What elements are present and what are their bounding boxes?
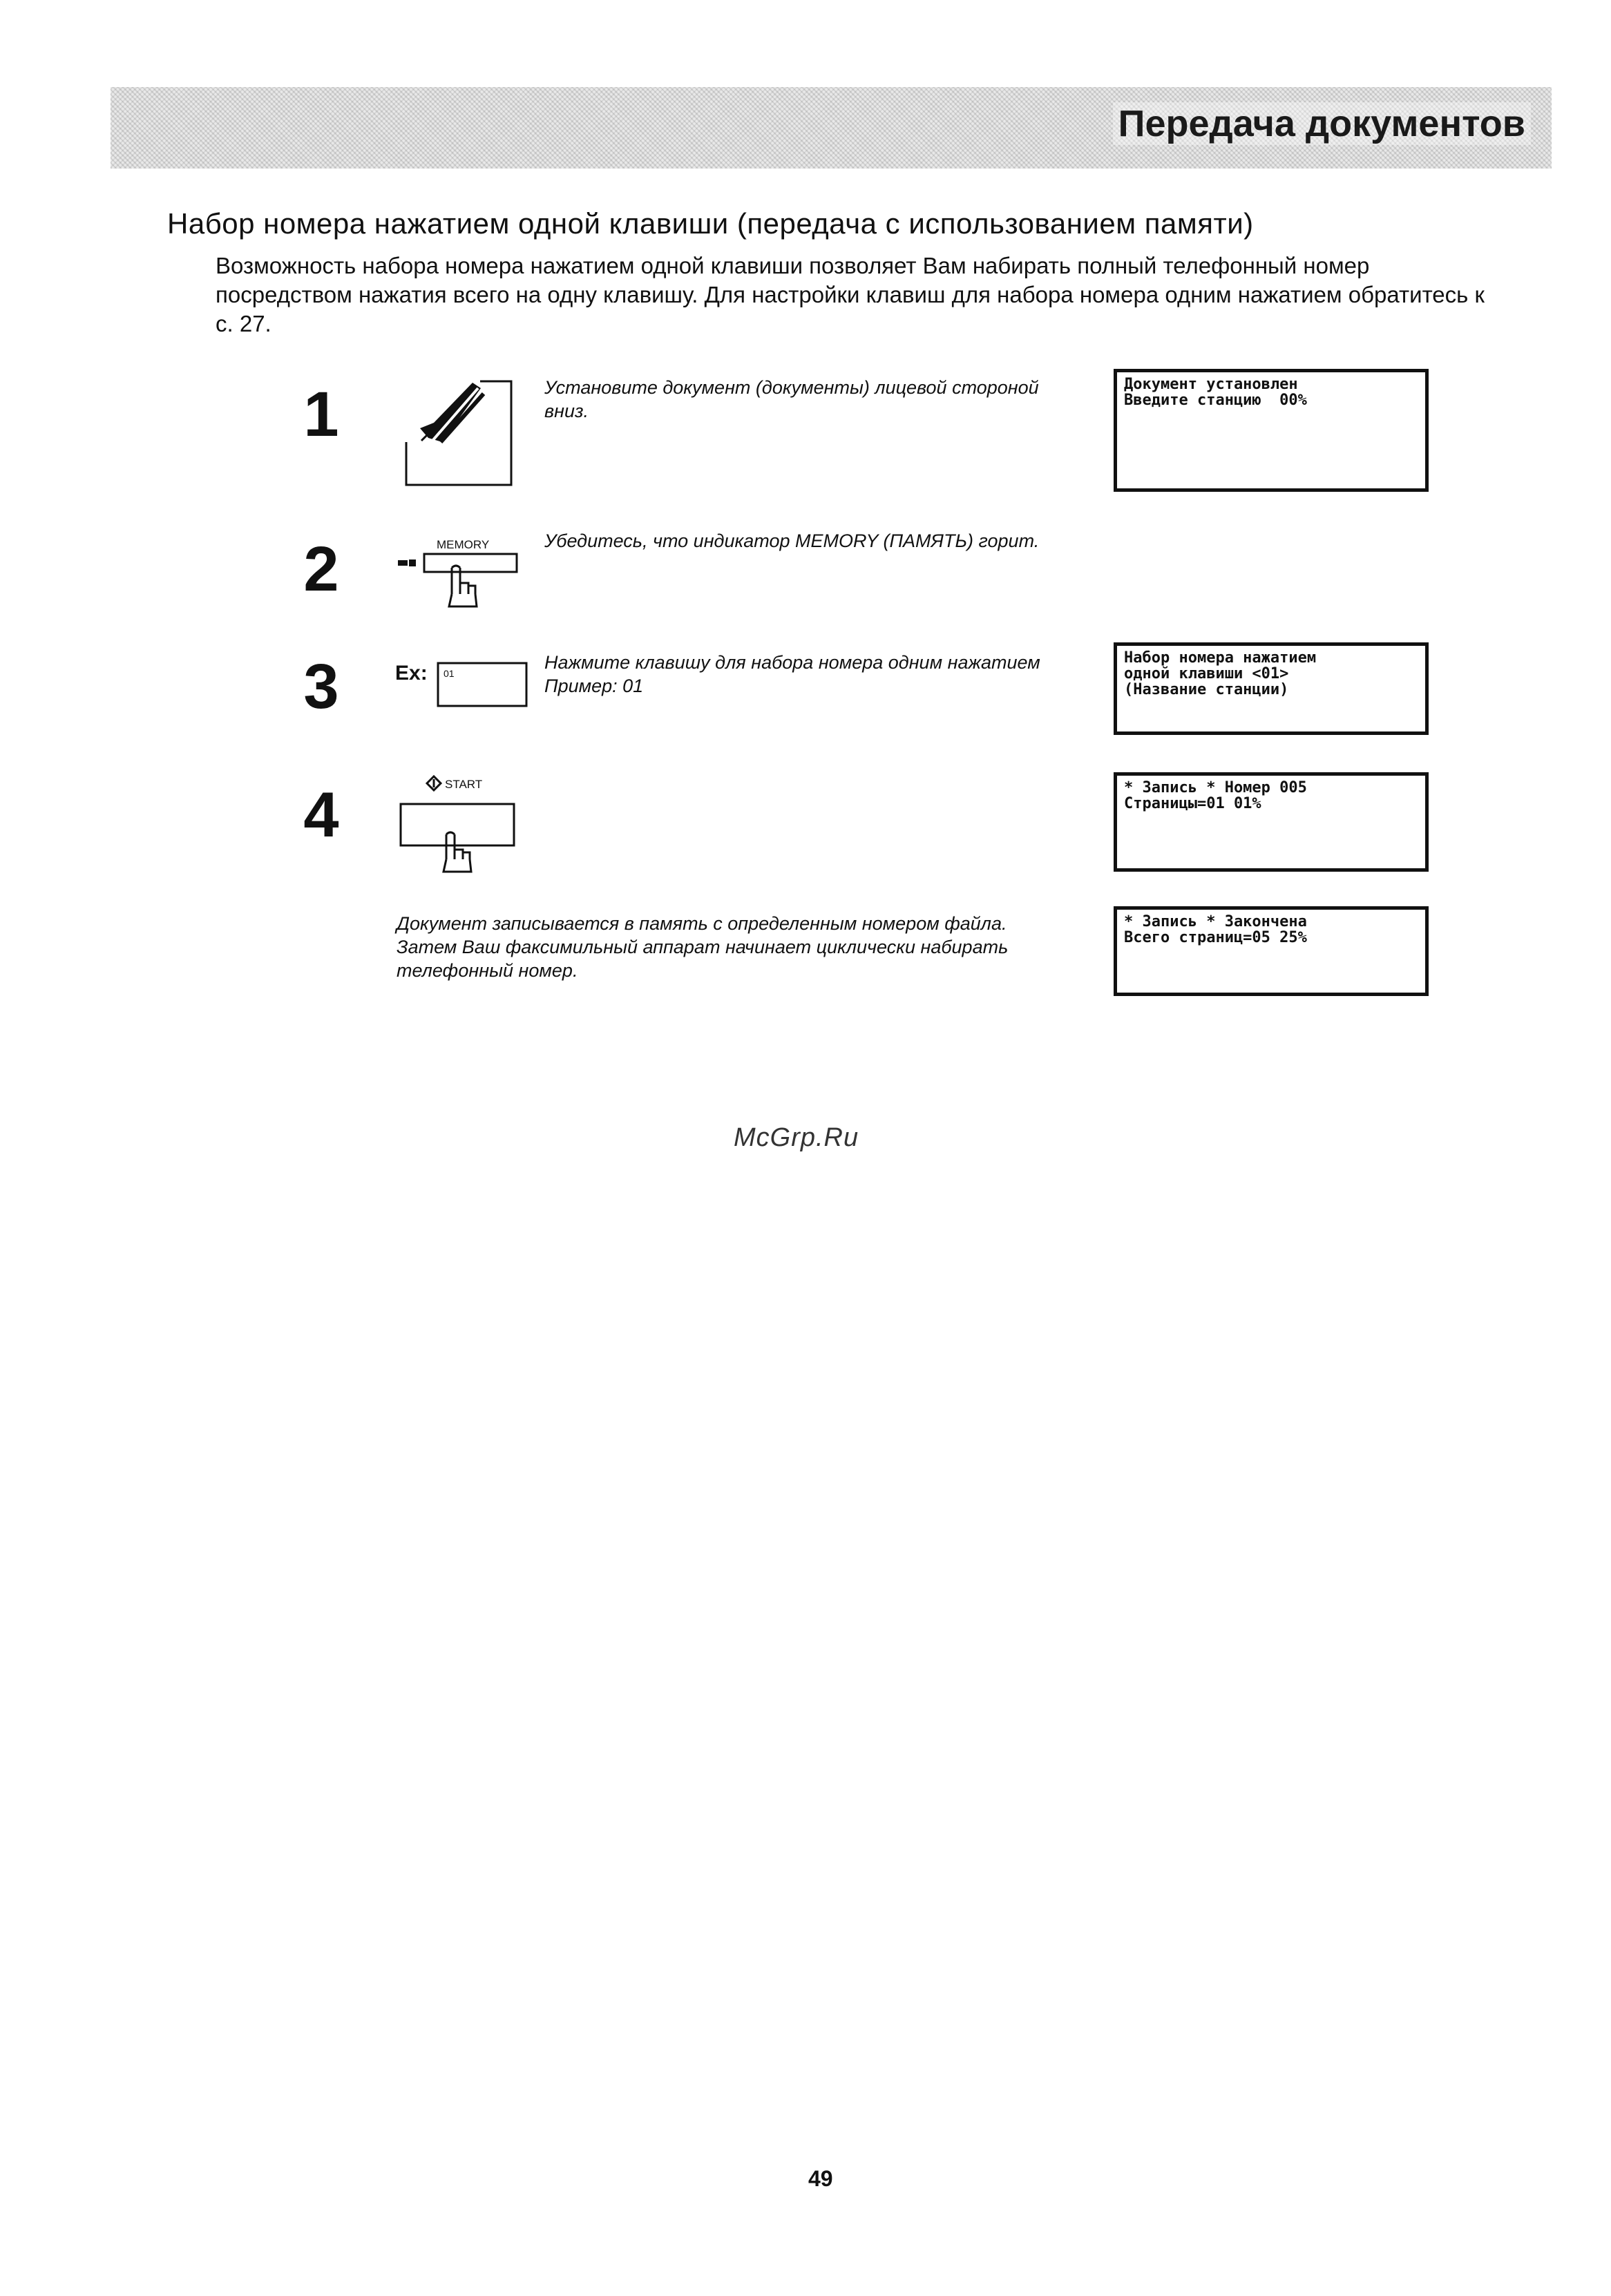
step-2-text-line: Убедитесь, что индикатор MEMORY (ПАМЯТЬ) горит.	[544, 530, 1040, 551]
final-note	[397, 912, 1008, 982]
step-3-instruction	[544, 651, 1040, 698]
page-header-title: Передача документов	[1113, 102, 1531, 145]
start-key-label: START	[445, 778, 483, 791]
start-key-icon	[397, 775, 521, 876]
watermark: McGrp.Ru	[734, 1123, 859, 1152]
memory-key-label: MEMORY	[437, 538, 490, 551]
memory-key-icon	[397, 535, 521, 612]
step-3-text-line: Нажмите клавишу для набора номера одним нажатием	[544, 652, 1040, 673]
final-note-line: Затем Ваш факсимильный аппарат начинает циклически набирать	[397, 937, 1009, 957]
step-1-number: 1	[303, 379, 339, 450]
one-touch-key-icon	[434, 659, 531, 711]
lcd-display-step-4: * Запись * Номер 005 Страницы=01 01%	[1114, 772, 1429, 872]
step-1-text-line: Установите документ (документы) лицевой стороной	[544, 377, 1039, 398]
lcd-display-final: * Запись * Закончена Всего страниц=05 25%	[1114, 906, 1429, 996]
step-3-text-line: Пример: 01	[544, 676, 644, 696]
step-2-instruction	[544, 529, 1039, 553]
lcd-display-step-1: Документ установлен Введите станцию 00%	[1114, 369, 1429, 492]
example-label: Ex:	[395, 662, 428, 685]
step-3-number: 3	[303, 651, 339, 722]
page-number: 49	[808, 2166, 833, 2191]
step-4-number: 4	[303, 780, 339, 850]
intro-paragraph: Возможность набора номера нажатием одной клавиши позволяет Вам набирать полный телефонный номер посредством нажатия всего на одну клавишу. Для настройки клавиш для набора номера одним нажатием обратитесь к с. 27.	[216, 253, 1485, 336]
final-note-line: Документ записывается в память с определенным номером файла.	[397, 913, 1007, 934]
step-2-number: 2	[303, 534, 339, 604]
document-insert-icon	[401, 373, 518, 490]
final-note-line: телефонный номер.	[397, 960, 578, 981]
step-1-text-line: вниз.	[544, 401, 589, 421]
step-1-instruction	[544, 376, 1039, 423]
section-title: Набор номера нажатием одной клавиши (передача с использованием памяти)	[167, 207, 1254, 240]
lcd-display-step-3: Набор номера нажатием одной клавиши <01> (Название станции)	[1114, 642, 1429, 735]
header-band	[111, 87, 1552, 169]
one-touch-key-label: 01	[444, 668, 455, 679]
